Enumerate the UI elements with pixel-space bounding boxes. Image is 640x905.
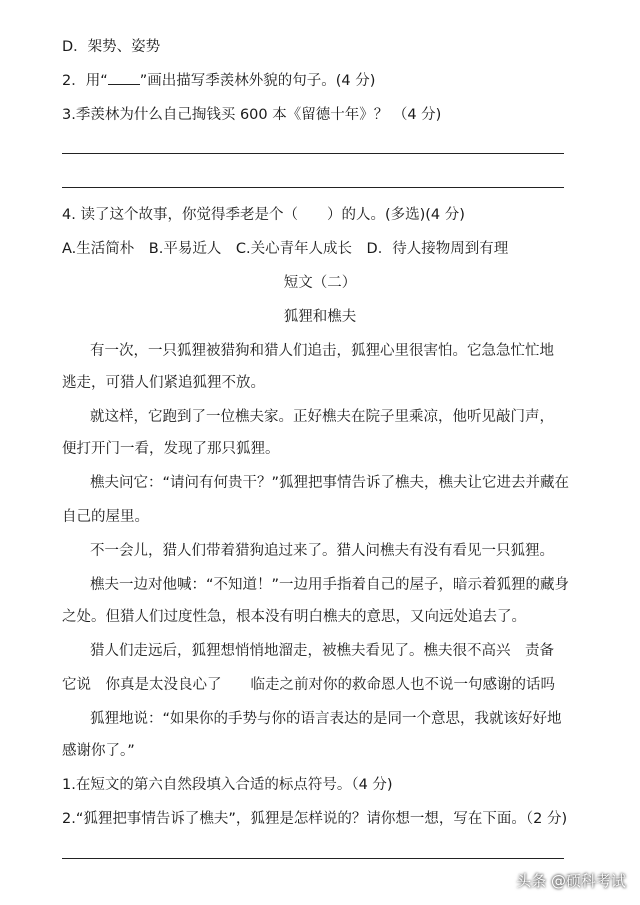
story-paragraph-6-line-2: 它说 你真是太没良心了 临走之前对你的救命恩人也不说一句感谢的话吗 (62, 677, 555, 693)
story-paragraph-3-line-2: 自己的屋里。 (62, 509, 149, 525)
question-4: 4. 读了这个故事，你觉得季老是个（ ）的人。(多选)(4 分) (62, 207, 465, 223)
watermark: 头条 @硕科考试 (516, 872, 626, 890)
question-2 (62, 71, 375, 91)
question-2-suffix: ”画出描写季羡林外貌的句子。(4 分) (139, 73, 376, 89)
story-paragraph-7-line-1: 狐狸地说：“如果你的手势与你的语言表达的是同一个意思，我就该好好地 (90, 711, 562, 727)
question-4-options: A.生活简朴 B.平易近人 C.关心青年人成长 D．待人接物周到有理 (62, 241, 509, 257)
story-paragraph-2-line-1: 就这样，它跑到了一位樵夫家。正好樵夫在院子里乘凉，他听见敲门声， (90, 409, 554, 425)
story-paragraph-5-line-2: 之处。但猎人们过度性急，根本没有明白樵夫的意思，又向远处追去了。 (62, 609, 526, 625)
story-paragraph-7-line-2: 感谢你了。” (62, 743, 135, 759)
story-paragraph-2-line-2: 便打开门一看，发现了那只狐狸。 (62, 441, 280, 457)
answer-line-3[interactable] (62, 858, 564, 859)
story-paragraph-5-line-1: 樵夫一边对他喊：“不知道！”一边用手指着自己的屋子，暗示着狐狸的藏身 (90, 577, 570, 593)
question-1-option-d: D．架势、姿势 (62, 39, 161, 55)
story-paragraph-1-line-2: 逃走，可猎人们紧追狐狸不放。 (62, 375, 265, 391)
answer-line-2[interactable] (62, 187, 564, 188)
question-3: 3.季羡林为什么自己掏钱买 600 本《留德十年》？ （4 分) (62, 107, 442, 123)
story-title: 狐狸和樵夫 (283, 309, 357, 325)
answer-line-1[interactable] (62, 153, 564, 154)
sub-question-1: 1.在短文的第六自然段填入合适的标点符号。（4 分) (62, 777, 393, 793)
story-paragraph-3-line-1: 樵夫问它：“请问有何贵干？”狐狸把事情告诉了樵夫，樵夫让它进去并藏在 (90, 475, 570, 491)
question-2-prefix: 2．用“ (62, 73, 108, 89)
underline-blank (108, 72, 140, 85)
sub-question-2: 2.“狐狸把事情告诉了樵夫”，狐狸是怎样说的？请你想一想，写在下面。（2 分) (62, 811, 568, 827)
story-paragraph-1-line-1: 有一次，一只狐狸被猎狗和猎人们追击，狐狸心里很害怕。它急急忙忙地 (90, 343, 554, 359)
story-paragraph-6-line-1: 猎人们走远后，狐狸想悄悄地溜走，被樵夫看见了。樵夫很不高兴 责备 (90, 643, 554, 659)
story-paragraph-4-line-1: 不一会儿，猎人们带着猎狗追过来了。猎人问樵夫有没有看见一只狐狸。 (90, 543, 554, 559)
section-title: 短文（二） (283, 275, 357, 291)
